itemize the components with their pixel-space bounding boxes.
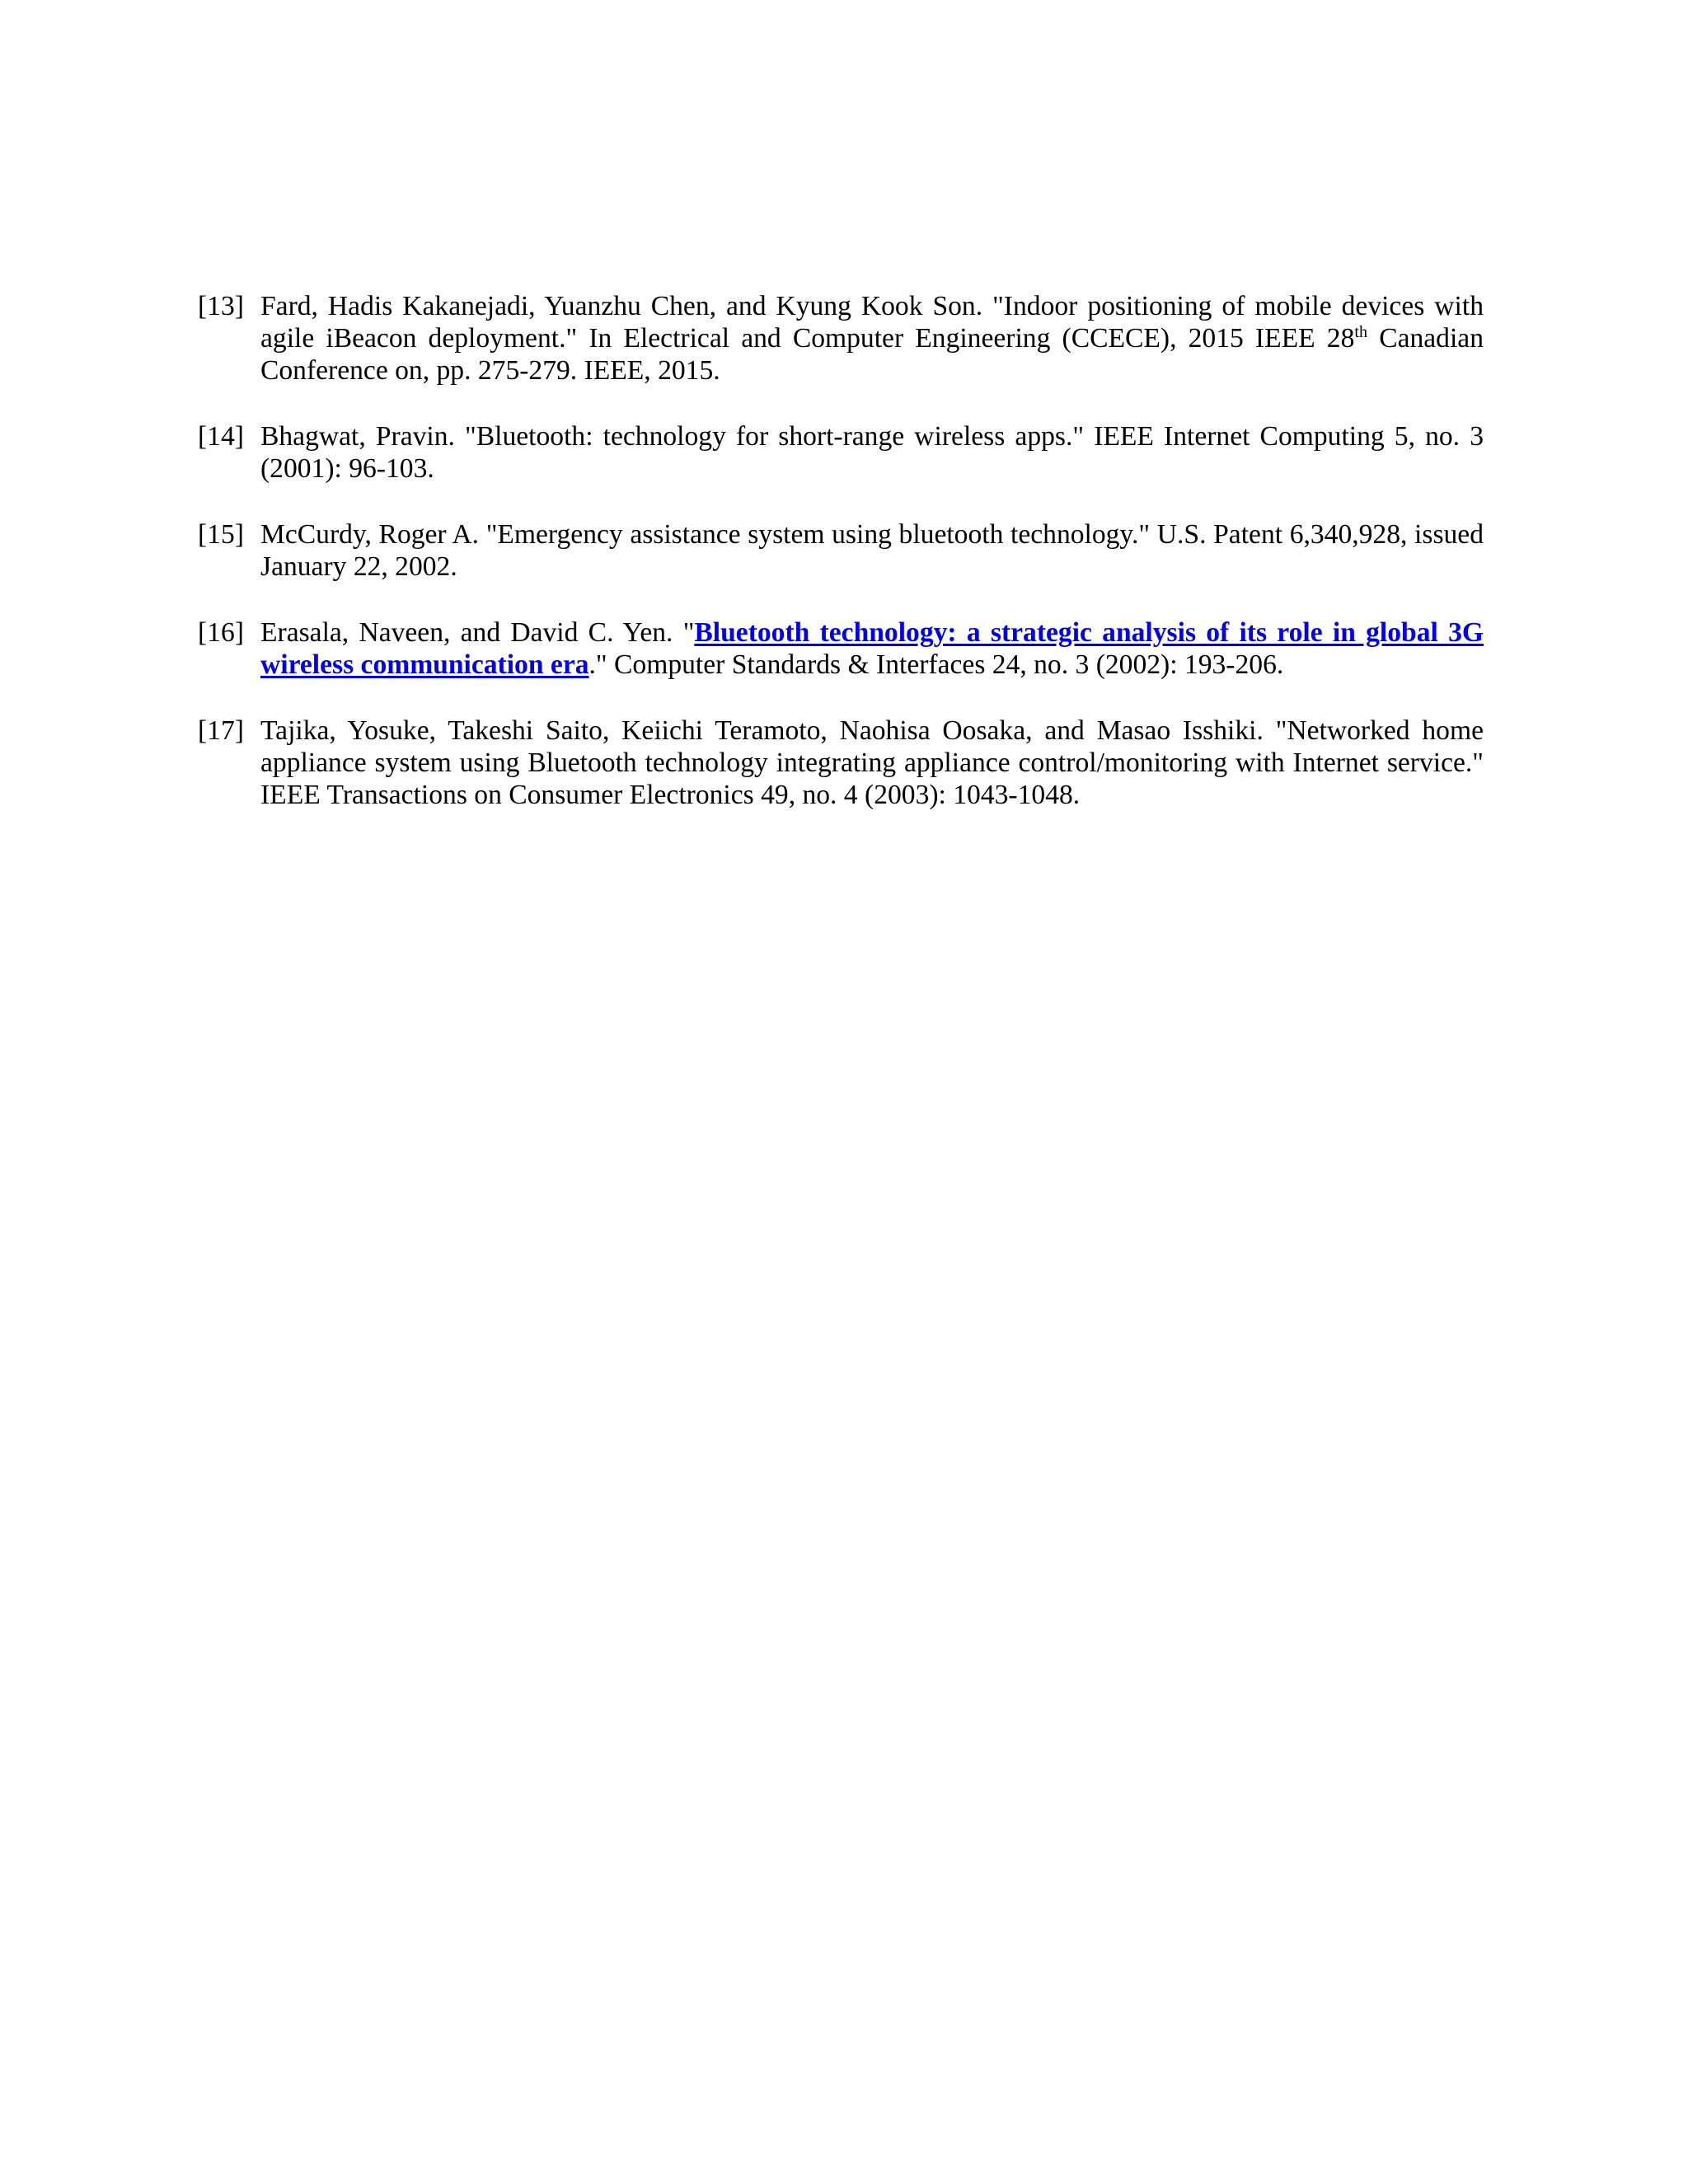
reference-item-14 xyxy=(198,420,1484,485)
reference-text: Tajika, Yosuke, Takeshi Saito, Keiichi Teramoto, Naohisa Oosaka, and Masao Isshiki. "Networked home appliance system using Bluetooth technology integrating appliance control/monitoring with Internet service." IEEE Transactions on Consumer Electronics 49, no. 4 (2003): 1043-1048. xyxy=(260,715,1484,810)
reference-text xyxy=(260,290,1484,387)
reference-item-16 xyxy=(198,616,1484,681)
reference-text: McCurdy, Roger A. "Emergency assistance system using bluetooth technology." U.S. Patent 6,340,928, issued January 22, 2002. xyxy=(260,519,1484,582)
reference-text-part: Fard, Hadis Kakanejadi, Yuanzhu Chen, and Kyung Kook Son. "Indoor positioning of mobile devices with agile iBeacon deployment." In Electrical and Computer Engineering (CCECE), 2015 IEEE 28 xyxy=(260,291,1484,354)
reference-item-17 xyxy=(198,715,1484,811)
reference-text-part: Erasala, Naveen, and David C. Yen. " xyxy=(260,617,695,648)
reference-title-link[interactable]: Bluetooth technology: a strategic analysis of its role in global 3G wireless communication era xyxy=(260,617,1484,680)
reference-number: [15] xyxy=(198,519,244,550)
reference-text xyxy=(260,616,1484,681)
ordinal-superscript: th xyxy=(1354,322,1368,341)
reference-item-15 xyxy=(198,518,1484,583)
reference-number: [17] xyxy=(198,715,244,746)
reference-text: Bhagwat, Pravin. "Bluetooth: technology for short-range wireless apps." IEEE Internet Computing 5, no. 3 (2001): 96-103. xyxy=(260,421,1484,484)
reference-number: [16] xyxy=(198,617,244,648)
reference-item-13 xyxy=(198,290,1484,387)
reference-text-part: Canadian Conference on, pp. 275-279. IEEE, 2015. xyxy=(260,323,1484,386)
reference-text-part: ." Computer Standards & Interfaces 24, no. 3 (2002): 193-206. xyxy=(588,649,1284,680)
reference-number: [14] xyxy=(198,421,244,452)
reference-number: [13] xyxy=(198,291,244,321)
reference-list xyxy=(198,290,1484,845)
